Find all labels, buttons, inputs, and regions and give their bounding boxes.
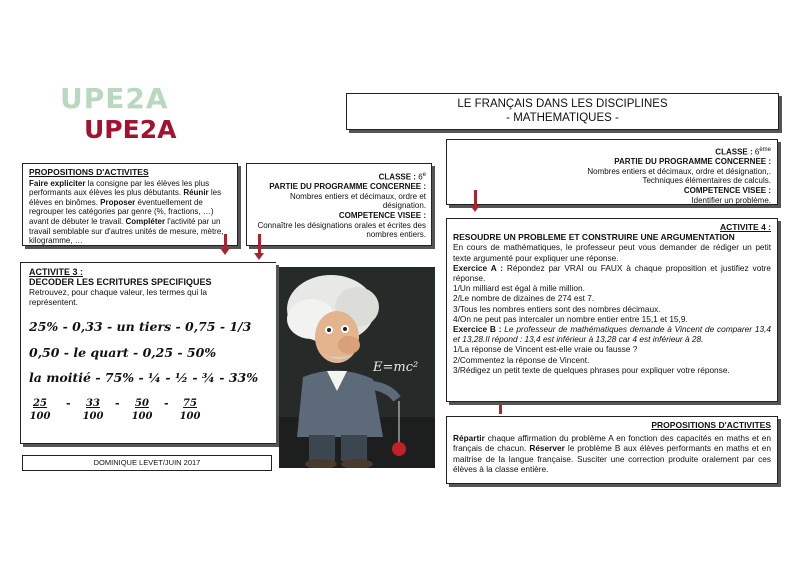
programme-mid-box: CLASSE : 6e PARTIE DU PROGRAMME CONCERNEE : Nombres entiers et décimaux, ordre et désignation. COMPETENCE VISEE : Connaître les désignations orales et écrites des nombres entiers.: [246, 163, 432, 246]
author-footer-text: DOMINIQUE LEVET/JUIN 2017: [93, 458, 201, 467]
activite3-instruction: Retrouvez, pour chaque valeur, les termes qui la représentent.: [29, 287, 208, 307]
fraction-separator: -: [115, 397, 120, 410]
exercice-a-item: 2/Le nombre de dizaines de 274 est 7.: [453, 293, 595, 304]
title-line-2: - MATHEMATIQUES -: [506, 112, 619, 124]
propositions-right-b2: Réserver: [529, 443, 565, 454]
exercice-b-label: Exercice B :: [453, 324, 502, 335]
einstein-caricature-image: [279, 267, 435, 468]
exercice-a-label: Exercice A :: [453, 262, 503, 273]
activite3-heading: ACTIVITE 3 :: [29, 267, 84, 277]
proposition-verb: Compléter: [125, 216, 166, 226]
activite4-intro: En cours de mathématiques, le professeur peut vous demander de rédiger un petit texte argumenté pour expliquer une réponse.: [453, 242, 771, 263]
activite3-row-2: 0,50 - le quart - 0,25 - 50%: [29, 345, 217, 360]
propositions-right-b1: Répartir: [453, 433, 485, 444]
propositions-right-t1: chaque affirmation du problème A en fonction des capacités en maths et en français de chacun.: [453, 433, 771, 454]
proposition-text: éventuellement de regrouper les catégories par genre (%, fractions, …) avant de débuter le travail.: [29, 197, 214, 226]
fraction-separator: -: [164, 397, 169, 410]
classe-label: CLASSE :: [378, 172, 416, 182]
activite3-row-1: 25% - 0,33 - un tiers - 0,75 - 1/3: [29, 319, 252, 334]
partie-right-value2: Techniques élémentaires de calculs.: [642, 176, 771, 186]
fraction-1: $\frac{25}{100}$: [29, 398, 51, 422]
title-line-1: LE FRANÇAIS DANS LES DISCIPLINES: [457, 98, 668, 110]
propositions-left-heading: PROPOSITIONS D'ACTIVITES: [29, 167, 149, 177]
proposition-text: l'activité par un travail semblable sur d'autres unités de mesure, mètre, kilogramme, …: [29, 216, 224, 246]
title-box: [346, 93, 779, 130]
competence-value: Connaître les désignations orales et écrites des nombres entiers.: [257, 220, 426, 240]
classe-right-sup: ème: [759, 147, 771, 153]
competence-label: COMPETENCE VISEE :: [338, 211, 426, 221]
propositions-right-box: [446, 416, 778, 484]
chalk-formula: E=mc²: [373, 360, 419, 375]
logo-upe2a-light: UPE2A: [60, 82, 169, 115]
activite3-box: [20, 262, 276, 444]
arrow-down-mid: [258, 234, 261, 254]
partie-value: Nombres entiers et décimaux, ordre et désignation.: [289, 191, 426, 211]
classe-value: 6: [418, 172, 423, 182]
competence-right-value: Identifier un problème.: [691, 195, 771, 205]
competence-right-label: COMPETENCE VISEE :: [683, 186, 771, 196]
exercice-b-item: 3/Rédigez un petit texte de quelques phrases pour expliquer votre réponse.: [453, 364, 730, 375]
exercice-b-text: Le professeur de mathématiques demande à Vincent de comparer 13,4 et 13,28.Il répond : 13,4 est inférieur à 13,28 car 4 est inférieur à 28.: [453, 324, 771, 345]
propositions-right-heading: PROPOSITIONS D'ACTIVITES: [651, 420, 771, 430]
activite4-subheading: RESOUDRE UN PROBLEME ET CONSTRUIRE UNE ARGUMENTATION: [453, 232, 735, 243]
propositions-right-t2: le problème B aux élèves performants en maths et en maitrise de la langue française. Susciter une correction produite oralement par ces élèves à la classe entière.: [453, 443, 771, 474]
partie-right-label: PARTIE DU PROGRAMME CONCERNEE :: [614, 157, 771, 167]
arrow-down-left: [224, 234, 227, 249]
fraction-separator: -: [66, 397, 71, 410]
propositions-left-box: [22, 163, 238, 246]
proposition-verb: Proposer: [100, 197, 136, 207]
activite3-row-3: la moitié - 75% - ¼ - ½ - ¾ - 33%: [29, 370, 259, 385]
partie-right-value: Nombres entiers et décimaux, ordre et désignation,.: [587, 166, 771, 176]
programme-right-box: [446, 139, 778, 205]
classe-right-label: CLASSE :: [715, 147, 753, 157]
fraction-3: $\frac{50}{100}$: [131, 398, 153, 422]
activite3-subheading: DECODER LES ECRITURES SPECIFIQUES: [29, 277, 212, 287]
fraction-2: $\frac{33}{100}$: [82, 398, 104, 422]
activite4-heading: ACTIVITE 4 :: [719, 222, 771, 232]
exercice-b-item: 2/Commentez la réponse de Vincent.: [453, 354, 590, 365]
logo-upe2a-red: UPE2A: [84, 115, 177, 144]
classe-right-value: 6: [754, 147, 760, 157]
fraction-4: $\frac{75}{100}$: [179, 398, 201, 422]
proposition-text: la consigne par les élèves les plus performants aux élèves les plus débutants.: [29, 178, 210, 198]
exercice-a-item: 1/Un milliard est égal à mille million.: [453, 283, 585, 294]
proposition-verb: Réunir: [183, 188, 209, 198]
exercice-a-item: 4/On ne peut pas intercaler un nombre entier entre 15,1 et 15,9.: [453, 313, 688, 324]
exercice-a-text: Répondez par VRAI ou FAUX à chaque proposition et justifiez votre réponse.: [453, 262, 771, 284]
arrow-down-right: [474, 190, 477, 206]
proposition-text: les élèves en binômes.: [29, 188, 222, 207]
exercice-b-item: 1/La réponse de Vincent est-elle vraie ou fausse ?: [453, 344, 638, 355]
propositions-left-text: [29, 179, 231, 246]
exercice-a-item: 3/Tous les nombres entiers sont des nombres décimaux.: [453, 303, 661, 314]
activite4-box: [446, 218, 778, 402]
author-footer: [22, 455, 272, 471]
partie-label: PARTIE DU PROGRAMME CONCERNEE :: [269, 182, 426, 192]
proposition-verb: Faire expliciter: [29, 178, 86, 188]
einstein-illustration: [279, 267, 435, 468]
